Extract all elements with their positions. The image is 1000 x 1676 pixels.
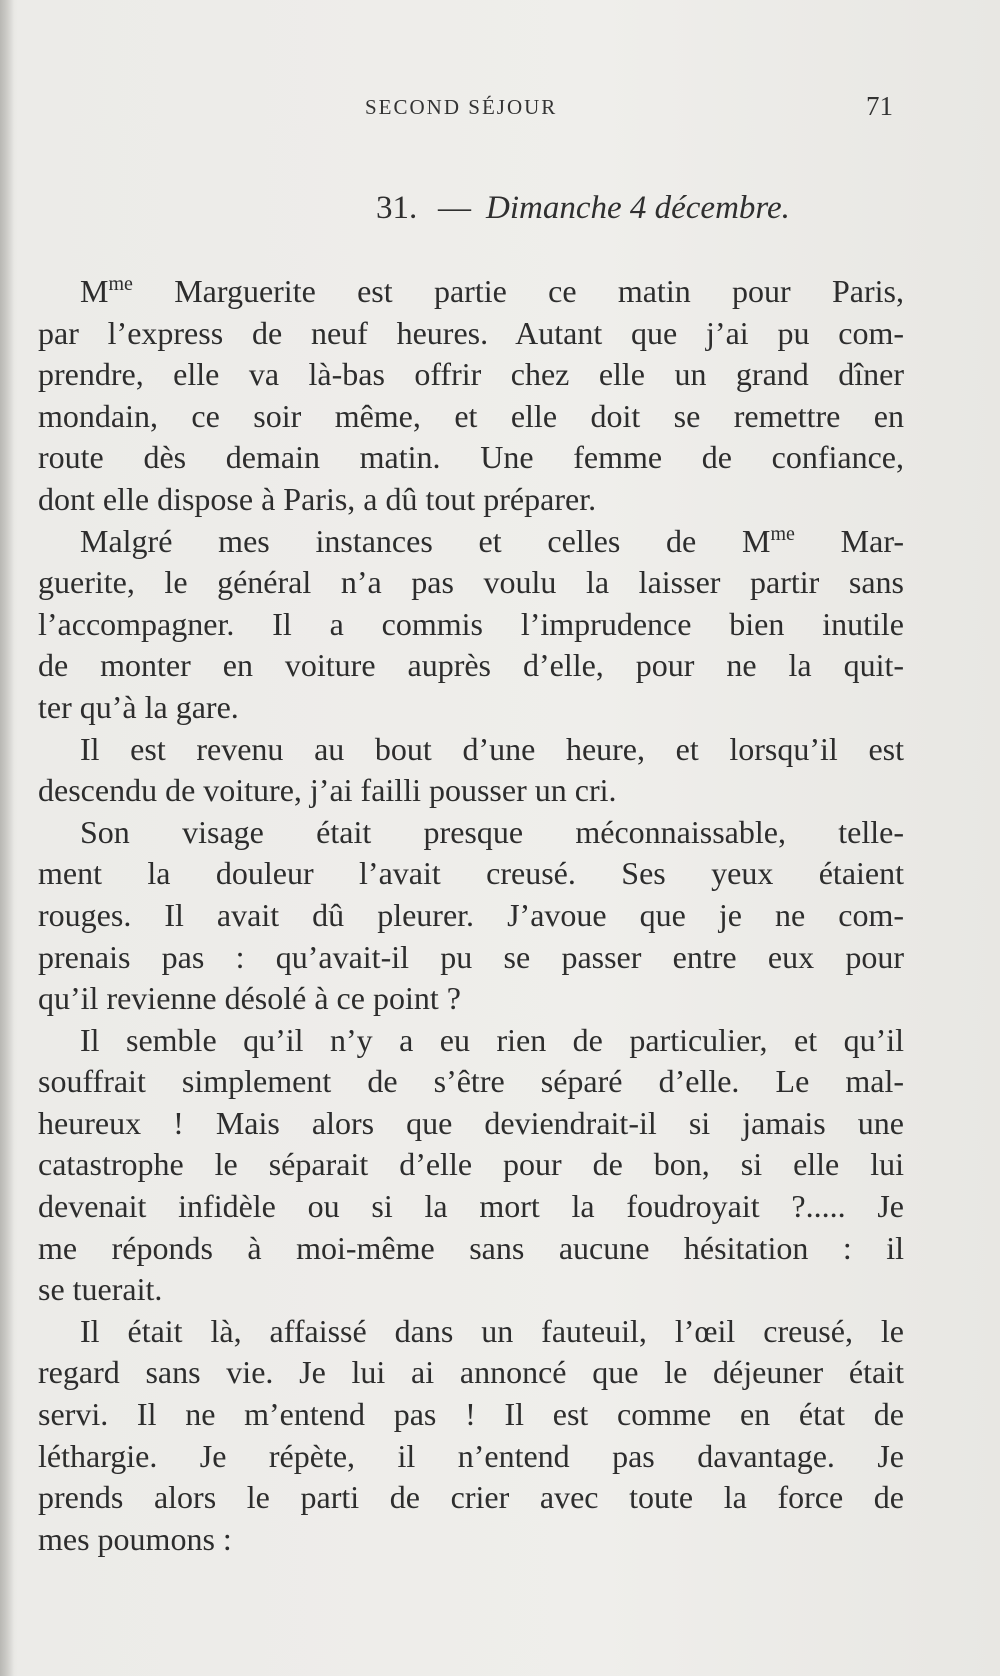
text-line: prends alors le parti de crier avec toute la force de	[38, 1479, 904, 1516]
text-line: Il est revenu au bout d’une heure, et lorsqu’il est	[80, 730, 904, 767]
text-line: prendre, elle va là-bas offrir chez elle un grand dîner	[38, 356, 904, 393]
text-line: se tuerait.	[38, 1271, 163, 1308]
text-line: dont elle dispose à Paris, a dû tout préparer.	[38, 480, 597, 517]
running-head-title: SECOND SÉJOUR	[365, 95, 558, 119]
text-line: regard sans vie. Je lui ai annoncé que le déjeuner était	[38, 1354, 904, 1391]
text-line: qu’il revienne désolé à ce point ?	[38, 980, 461, 1017]
text-line: catastrophe le séparait d’elle pour de bon, si elle lui	[38, 1146, 904, 1183]
text-line: souffrait simplement de s’être séparé d’elle. Le mal-	[38, 1063, 904, 1100]
text-line: par l’express de neuf heures. Autant que j’ai pu com-	[38, 314, 904, 351]
entry-dash: —	[438, 190, 471, 226]
page-edge-shadow	[0, 0, 14, 1676]
text-line: servi. Il ne m’entend pas ! Il est comme en état de	[38, 1396, 904, 1433]
body-text	[38, 271, 904, 1560]
text-line: mes poumons :	[38, 1520, 232, 1557]
text-line: de monter en voiture auprès d’elle, pour ne la quit-	[38, 647, 904, 684]
text-line: Malgré mes instances et celles de $M^{me}$ Mar-	[80, 522, 905, 559]
text-line: ment la douleur l’avait creusé. Ses yeux étaient	[38, 855, 904, 892]
text-line: mondain, ce soir même, et elle doit se remettre en	[38, 397, 904, 434]
text-line: prenais pas : qu’avait-il pu se passer entre eux pour	[38, 938, 904, 975]
text-line: l’accompagner. Il a commis l’imprudence bien inutile	[38, 605, 904, 642]
text-line: Son visage était presque méconnaissable, telle-	[80, 813, 904, 850]
text-line: guerite, le général n’a pas voulu la laisser partir sans	[38, 564, 904, 601]
page-number: 71	[866, 91, 893, 121]
text-line: me réponds à moi-même sans aucune hésitation : il	[38, 1229, 904, 1266]
running-head	[0, 91, 1000, 131]
text-line: $M^{me}$ Marguerite est partie ce matin pour Paris,	[80, 273, 904, 309]
entry-date: Dimanche 4 décembre.	[486, 190, 790, 226]
text-line: devenait infidèle ou si la mort la foudroyait ?..... Je	[38, 1188, 904, 1225]
text-line: rouges. Il avait dû pleurer. J’avoue que je ne com-	[38, 896, 904, 933]
text-line: ter qu’à la gare.	[38, 688, 239, 725]
text-line: route dès demain matin. Une femme de confiance,	[38, 439, 904, 476]
text-line: heureux ! Mais alors que deviendrait-il si jamais une	[38, 1104, 904, 1141]
entry-number: 31.	[376, 190, 418, 226]
text-line: léthargie. Je répète, il n’entend pas davantage. Je	[38, 1437, 904, 1474]
text-line: Il semble qu’il n’y a eu rien de particulier, et qu’il	[80, 1021, 904, 1058]
text-line: descendu de voiture, j’ai failli pousser un cri.	[38, 772, 617, 809]
text-line: Il était là, affaissé dans un fauteuil, l’œil creusé, le	[80, 1312, 904, 1349]
diary-entry-heading	[0, 190, 1000, 235]
